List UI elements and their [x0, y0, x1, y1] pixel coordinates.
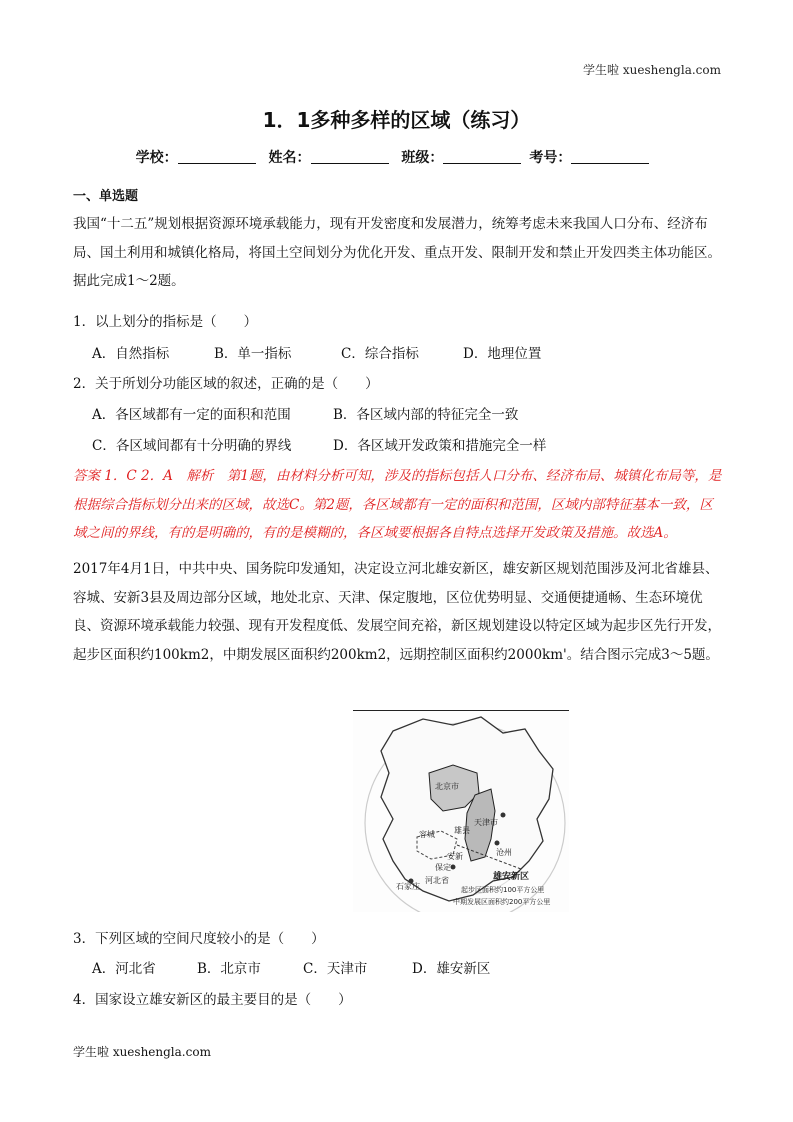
question-2-stem: 2．关于所划分功能区域的叙述，正确的是（ ） — [73, 376, 379, 392]
class-blank — [443, 149, 521, 164]
map-label-rongcheng: 容城 — [419, 830, 435, 839]
header-site: 学生啦 xueshengla.com — [583, 63, 721, 77]
map-label-xiongan: 雄安新区 — [493, 872, 530, 882]
map-legend-startup: 起步区面积约100平方公里 — [461, 886, 545, 894]
q3-option-a: A．河北省 — [92, 961, 156, 977]
q1-option-a: A．自然指标 — [92, 346, 170, 362]
question-1-stem: 1．以上划分的指标是（ ） — [73, 314, 258, 330]
intro-paragraph-1: 我国“十二五”规划根据资源环境承载能力，现有开发密度和发展潜力，统筹考虑未来我国人口分布、经济布局、国土利用和城镇化格局，将国土空间划分为优化开发、重点开发、限制开发和禁止开发四类主体功能区。据此完成1～2题。 — [73, 216, 721, 289]
q2-option-b: B．各区域内部的特征完全一致 — [333, 407, 519, 423]
question-1-options — [92, 342, 541, 362]
question-2-options-row2 — [92, 434, 546, 454]
map-label-shijiazhuang: 石家庄 — [396, 882, 420, 891]
intro-paragraph-2: 2017年4月1日，中共中央、国务院印发通知，决定设立河北雄安新区，雄安新区规划范围涉及河北省雄县、容城、安新3县及周边部分区域，地处北京、天津、保定腹地，区位优势明显、交通便捷通畅、生态环境优良、资源环境承载能力较强、现有开发程度低、发展空间充裕，新区规划建设以特定区域为起步区先行开发，起步区面积约100km2，中期发展区面积约200km2，远期控制区面积约2000km'。结合图示完成3～5题。 — [73, 561, 721, 663]
page-title: 1．1多种多样的区域（练习） — [262, 108, 531, 132]
q3-option-c: C．天津市 — [303, 961, 368, 977]
q1-option-b: B．单一指标 — [214, 346, 292, 362]
class-label: 班级： — [401, 150, 444, 166]
map-label-hebei: 河北省 — [425, 876, 449, 885]
q3-option-d: D．雄安新区 — [412, 961, 491, 977]
xiongan-map-figure — [353, 710, 569, 912]
q1-option-d: D．地理位置 — [463, 346, 542, 362]
question-4-stem: 4．国家设立雄安新区的最主要目的是（ ） — [73, 992, 352, 1008]
question-3-options — [92, 957, 490, 977]
name-label: 姓名： — [268, 150, 311, 166]
map-label-xiongxian: 雄县 — [454, 826, 470, 835]
q3-option-b: B．北京市 — [197, 961, 261, 977]
q1-option-c: C．综合指标 — [341, 346, 419, 362]
q2-option-a: A．各区域都有一定的面积和范围 — [92, 407, 291, 423]
map-label-anxin: 安新 — [447, 852, 463, 861]
map-label-baoding: 保定 — [435, 863, 451, 872]
q2-option-c: C．各区域间都有十分明确的界线 — [92, 438, 292, 454]
student-info-line — [0, 147, 793, 167]
footer-site: 学生啦 xueshengla.com — [73, 1045, 211, 1059]
section-heading: 一、单选题 — [73, 189, 139, 204]
question-2-options-row1 — [92, 403, 518, 423]
name-blank — [311, 149, 389, 164]
answer-explanation: 答案 1．C 2．A 解析 第1题，由材料分析可知，涉及的指标包括人口分布、经济布局、城镇化布局等，是根据综合指标划分出来的区域，故选C。第2题，各区域都有一定的面积和范围，区域内部特征基本一致，区域之间的界线，有的是明确的，有的是模糊的，各区域要根据各自特点选择开发政策及措施。故选A。 — [73, 468, 722, 541]
school-blank — [178, 149, 256, 164]
exam-no-label: 考号： — [529, 150, 572, 166]
exam-no-blank — [571, 149, 649, 164]
question-3-stem: 3．下列区域的空间尺度较小的是（ ） — [73, 931, 325, 947]
school-label: 学校： — [135, 150, 178, 166]
map-label-cangzhou: 沧州 — [496, 848, 512, 857]
q2-option-d: D．各区域开发政策和措施完全一样 — [333, 438, 547, 454]
map-legend-midterm: 中期发展区面积约200平方公里 — [453, 898, 551, 906]
map-label-tianjin: 天津市 — [474, 818, 498, 827]
map-label-beijing: 北京市 — [435, 782, 459, 791]
